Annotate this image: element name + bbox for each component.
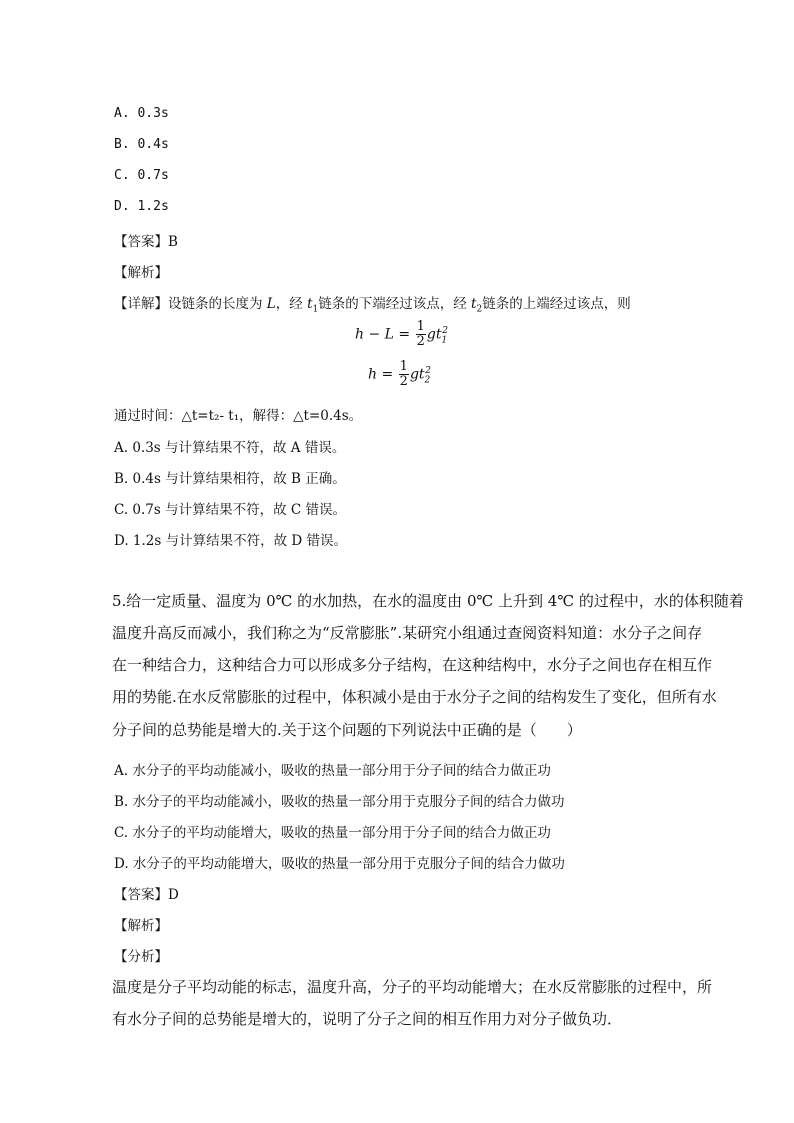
q5-stem-line-4: 用的势能.在水反常膨胀的过程中，体积减小是由于水分子之间的结构发生了变化，但所有水: [112, 688, 717, 706]
detail-text-2: ，经: [275, 296, 303, 312]
detail-text-4: 链条的上端经过该点，则: [482, 296, 631, 312]
q5-option-a: A. 水分子的平均动能减小，吸收的热量一部分用于分子间的结合力做正功: [114, 763, 551, 779]
q4-conclusion-a: A. 0.3s 与计算结果不符，故 A 错误。: [114, 440, 346, 456]
q4-detail: [114, 292, 631, 315]
var-t2: t: [471, 296, 477, 312]
eq2-t-sup: 2: [425, 365, 432, 376]
eq2-lhs: h =: [368, 366, 394, 383]
q5-option-c: C. 水分子的平均动能增大，吸收的热量一部分用于分子间的结合力做正功: [114, 825, 551, 841]
q4-option-c: C. 0.7s: [114, 168, 169, 183]
q5-stem-line-5: 分子间的总势能是增大的.关于这个问题的下列说法中正确的是（ ）: [112, 721, 582, 739]
var-t1-sub: 1: [312, 304, 319, 315]
q5-option-b: B. 水分子的平均动能减小，吸收的热量一部分用于克服分子间的结合力做功: [114, 794, 565, 810]
q5-analysis-sub: 【分析】: [114, 949, 168, 965]
eq2-denominator: 2: [399, 374, 408, 389]
eq1-denominator: 2: [416, 334, 425, 349]
q4-analysis-label: 【解析】: [114, 265, 168, 281]
q5-stem-line-2: 温度升高反而减小，我们称之为“反常膨胀”.某研究小组通过查阅资料知道：水分子之间存: [112, 624, 703, 642]
detail-label: 【详解】: [114, 296, 168, 312]
q4-option-d: D. 1.2s: [114, 199, 169, 214]
q5-analysis-label: 【解析】: [114, 918, 168, 934]
eq2-t-sub: 2: [424, 375, 431, 386]
q5-answer: 【答案】D: [114, 887, 179, 903]
eq1-g: g: [426, 326, 436, 343]
eq2-t: t: [418, 366, 425, 383]
equation-1: [355, 320, 448, 349]
detail-text-1: 设链条的长度为: [168, 296, 263, 312]
q4-option-b: B. 0.4s: [114, 137, 169, 152]
q4-answer: 【答案】B: [114, 234, 178, 250]
q5-option-d: D. 水分子的平均动能增大，吸收的热量一部分用于克服分子间的结合力做功: [114, 856, 565, 872]
var-l: L: [266, 296, 276, 312]
q4-time-line: 通过时间：△t=t₂- t₁，解得：△t=0.4s。: [114, 408, 363, 424]
q4-conclusion-c: C. 0.7s 与计算结果不符，故 C 错误。: [114, 502, 347, 518]
eq1-t-sup: 2: [442, 325, 448, 336]
q5-stem-line-3: 在一种结合力，这种结合力可以形成多分子结构，在这种结构中，水分子之间也存在相互作: [112, 656, 713, 674]
q4-option-a: A. 0.3s: [114, 106, 169, 121]
q5-stem-line-1: 5.给一定质量、温度为 0℃ 的水加热，在水的温度由 0℃ 上升到 4℃ 的过程中，水的体积随着: [112, 592, 744, 610]
q5-analysis-line-1: 温度是分子平均动能的标志，温度升高，分子的平均动能增大；在水反常膨胀的过程中，所: [112, 978, 713, 996]
equation-2: [368, 360, 431, 389]
var-t2-sub: 2: [476, 304, 483, 315]
q4-conclusion-d: D. 1.2s 与计算结果不符，故 D 错误。: [114, 533, 348, 549]
eq2-numerator: 1: [399, 359, 408, 374]
eq1-fraction: [416, 320, 426, 349]
q4-conclusion-b: B. 0.4s 与计算结果相符，故 B 正确。: [114, 471, 346, 487]
eq1-numerator: 1: [416, 319, 425, 334]
eq2-fraction: [399, 360, 409, 389]
detail-text-3: 链条的下端经过该点，经: [318, 296, 467, 312]
var-t1: t: [307, 296, 313, 312]
eq1-t-sub: 1: [441, 335, 448, 346]
q5-analysis-line-2: 有水分子间的总势能是增大的，说明了分子之间的相互作用力对分子做负功．: [112, 1010, 623, 1028]
eq1-lhs: h − L =: [355, 326, 411, 343]
eq1-t: t: [435, 326, 442, 343]
eq2-g: g: [409, 366, 419, 383]
